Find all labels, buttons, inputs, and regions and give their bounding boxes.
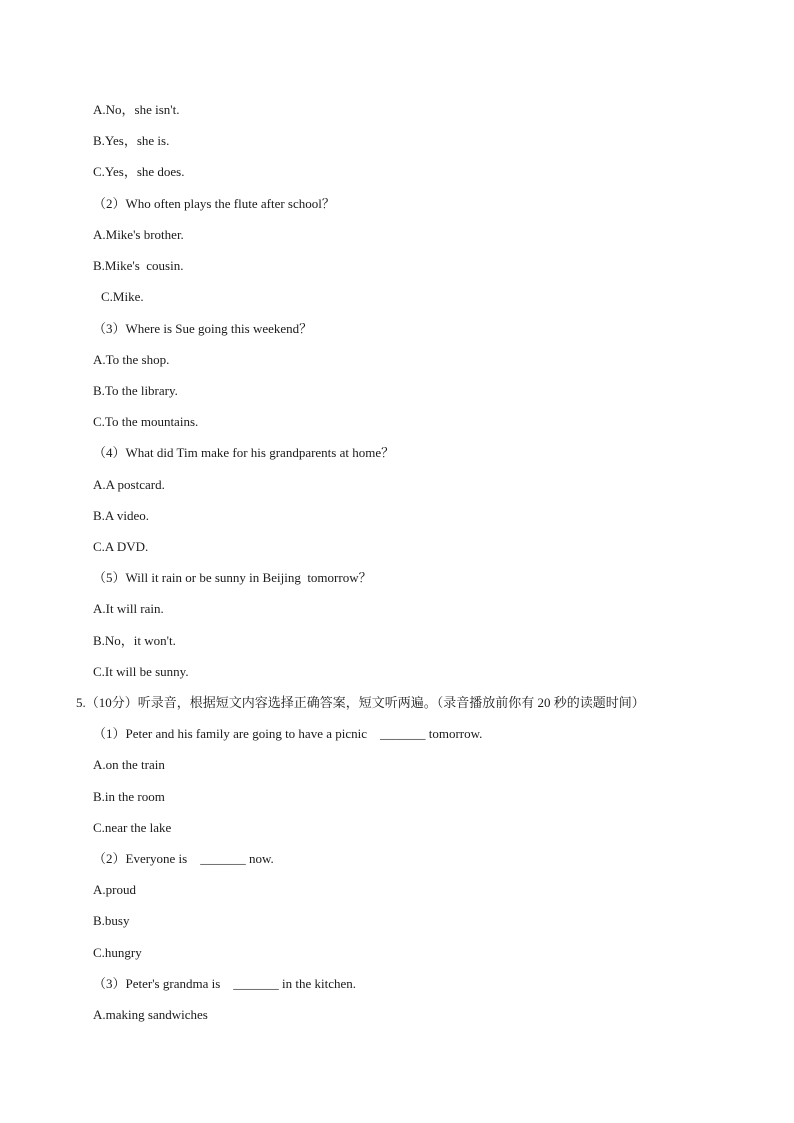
question-text: （3）Peter's grandma is _______ in the kitchen. [93,976,357,991]
option-b: B.Mike's cousin. [93,258,184,273]
option-a: A.Mike's brother. [93,227,184,242]
option-a: A.No，she isn't. [93,102,180,117]
option-b: B.Yes，she is. [93,133,170,148]
option-c: C.Yes，she does. [93,164,185,179]
question-text: （4）What did Tim make for his grandparents at home？ [93,445,395,460]
option-c: C.A DVD. [93,539,149,554]
option-a: A.making sandwiches [93,1007,208,1022]
option-a: A.To the shop. [93,352,170,367]
question-text: （1）Peter and his family are going to have a picnic _______ tomorrow. [93,726,483,741]
option-b: B.To the library. [93,383,178,398]
question-text: （3）Where is Sue going this weekend？ [93,321,313,336]
option-c: C.Mike. [101,289,144,304]
question-text: （5）Will it rain or be sunny in Beijing tomorrow？ [93,570,372,585]
option-a: A.on the train [93,757,165,772]
option-a: A.A postcard. [93,477,165,492]
question-text: （2）Who often plays the flute after school？ [93,196,335,211]
option-b: B.No，it won't. [93,633,176,648]
option-c: C.It will be sunny. [93,664,189,679]
question-text: （2）Everyone is _______ now. [93,851,274,866]
option-b: B.in the room [93,789,165,804]
option-b: B.busy [93,913,130,928]
option-c: C.near the lake [93,820,172,835]
option-a: A.It will rain. [93,601,164,616]
section-heading: 5.（10分）听录音，根据短文内容选择正确答案，短文听两遍。（录音播放前你有 20 秒的读题时间） [76,695,645,710]
option-c: C.hungry [93,945,142,960]
option-b: B.A video. [93,508,149,523]
option-a: A.proud [93,882,136,897]
option-c: C.To the mountains. [93,414,199,429]
